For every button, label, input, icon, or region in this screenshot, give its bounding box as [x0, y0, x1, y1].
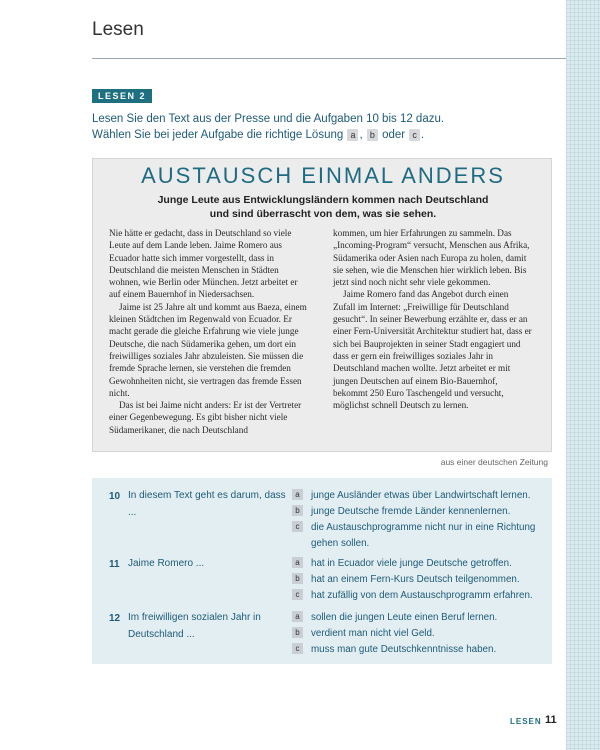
option-letter: a [292, 557, 303, 568]
option-letter: b [292, 505, 303, 516]
task-question: Jaime Romero ... [128, 558, 205, 569]
article-paragraph: Jaime Romero fand das Angebot durch einen Zufall im Internet: „Freiwillige für Deutschland gesucht“. In seiner Bewerbung erzählte er, dass er an einer Fern-Universität Architektur studiert hat, dass er sich bei Bauprojekten in seiner Stadt engagiert und dass er gern ein freiwilliges soziales Jahr in Deutschland machen wollte. Jetzt arbeitet er mit jungen Deutschen auf einem Bio-Bauernhof, bekommt 250 Euro Taschengeld und versucht, möglichst schnell Deutsch zu lernen. [333, 289, 532, 411]
option-letter: b [292, 627, 303, 638]
option-letter: b [292, 573, 303, 584]
task-number: 11 [109, 559, 120, 570]
instruction-oder: oder [382, 129, 406, 141]
article-subheadline [93, 193, 553, 221]
option-row[interactable] [292, 519, 542, 551]
task-question: In diesem Text geht es darum, dass ... [128, 490, 286, 518]
task-panel [92, 478, 552, 664]
article-column-right [333, 227, 533, 411]
task-options [292, 555, 542, 603]
option-text: die Austauschprogramme nicht nur in eine Richtung gehen sollen. [311, 522, 536, 549]
option-row[interactable] [292, 625, 542, 641]
article-column-left [109, 227, 309, 436]
newspaper-article [92, 158, 552, 452]
subhead-line-1: Junge Leute aus Entwicklungsländern kommen nach Deutschland [157, 194, 489, 206]
article-paragraph: kommen, um hier Erfahrungen zu sammeln. Das „Incoming-Program“ versucht, Menschen aus Afrika, Südamerika oder Asien nach Europa zu holen, damit sie sehen, wie die Menschen hier wirklich leben. Bis jetzt sind noch nicht sehr viele gekommen. [333, 228, 530, 288]
option-letter: c [292, 521, 303, 532]
option-row[interactable] [292, 487, 542, 503]
option-text: hat in Ecuador viele junge Deutsche getroffen. [311, 558, 512, 569]
task-number: 10 [109, 491, 121, 502]
instruction-end: . [420, 129, 425, 141]
subhead-line-2: und sind überrascht von dem, was sie sehen. [209, 208, 437, 220]
option-text: junge Deutsche fremde Länder kennenlernen. [311, 506, 511, 517]
instruction-line-2: Wählen Sie bei jeder Aufgabe die richtige Lösung a , b oder c . [92, 129, 425, 141]
article-headline: AUSTAUSCH EINMAL ANDERS [141, 163, 505, 188]
option-text: hat zufällig von dem Austauschprogramm erfahren. [311, 590, 533, 601]
section-badge: LESEN 2 [92, 89, 152, 103]
article-paragraph: Das ist bei Jaime nicht anders: Er ist der Vertreter einer Gegenbewegung. Es gibt bisher nicht viele Südamerikaner, die nach Deutschland [109, 400, 302, 435]
article-source: aus einer deutschen Zeitung [440, 457, 548, 467]
option-letter: c [292, 643, 303, 654]
title-divider [92, 58, 566, 59]
option-text: muss man gute Deutschkenntnisse haben. [311, 644, 497, 655]
footer-section-label: LESEN [510, 717, 542, 726]
page-title: Lesen [92, 19, 144, 40]
task-options [292, 609, 542, 657]
option-row[interactable] [292, 503, 542, 519]
task-question: Im freiwilligen sozialen Jahr in Deutschland ... [128, 612, 261, 640]
option-row[interactable] [292, 641, 542, 657]
option-row[interactable] [292, 555, 542, 571]
option-letter: c [292, 589, 303, 600]
option-text: hat an einem Fern-Kurs Deutsch teilgenommen. [311, 574, 520, 585]
article-paragraph: Jaime ist 25 Jahre alt und kommt aus Baeza, einem kleinen Städtchen im Regenwald von Ecuador. Er macht gerade die gleiche Erfahrung wie viele junge Deutsche, die nach Südamerika gehen, um dort ein freiwilliges soziales Jahr abzuleisten. Sie müssen die fremde Sprache lernen, sie verstehen die fremden Gewohnheiten nicht, sie vertragen das fremde Essen nicht. [109, 301, 307, 398]
option-box-c: c [409, 129, 420, 141]
task-number: 12 [109, 613, 121, 624]
option-row[interactable] [292, 609, 542, 625]
article-paragraph: Nie hätte er gedacht, dass in Deutschland so viele Leute auf dem Lande leben. Jaime Romero aus Ecuador hatte sich immer vorgestellt, dass in Deutschland die meisten Menschen in Städten wohnen, wie Berlin oder München. Jetzt arbeitet er auf einem Bauernhof in Niedersachsen. [109, 228, 298, 300]
option-box-b: b [367, 129, 378, 141]
option-text: junge Ausländer etwas über Landwirtschaft lernen. [311, 490, 531, 501]
page-number: 11 [545, 714, 557, 726]
option-box-a: a [347, 129, 358, 141]
option-text: verdient man nicht viel Geld. [311, 628, 435, 639]
instruction-line-1: Lesen Sie den Text aus der Presse und die Aufgaben 10 bis 12 dazu. [92, 113, 445, 125]
instructions [92, 111, 562, 143]
instruction-text: Wählen Sie bei jeder Aufgabe die richtige Lösung [92, 129, 344, 141]
option-letter: a [292, 489, 303, 500]
option-letter: a [292, 611, 303, 622]
option-row[interactable] [292, 571, 542, 587]
option-text: sollen die jungen Leute einen Beruf lernen. [311, 612, 498, 623]
task-options [292, 487, 542, 551]
option-row[interactable] [292, 587, 542, 603]
decorative-grid-strip [566, 0, 600, 750]
